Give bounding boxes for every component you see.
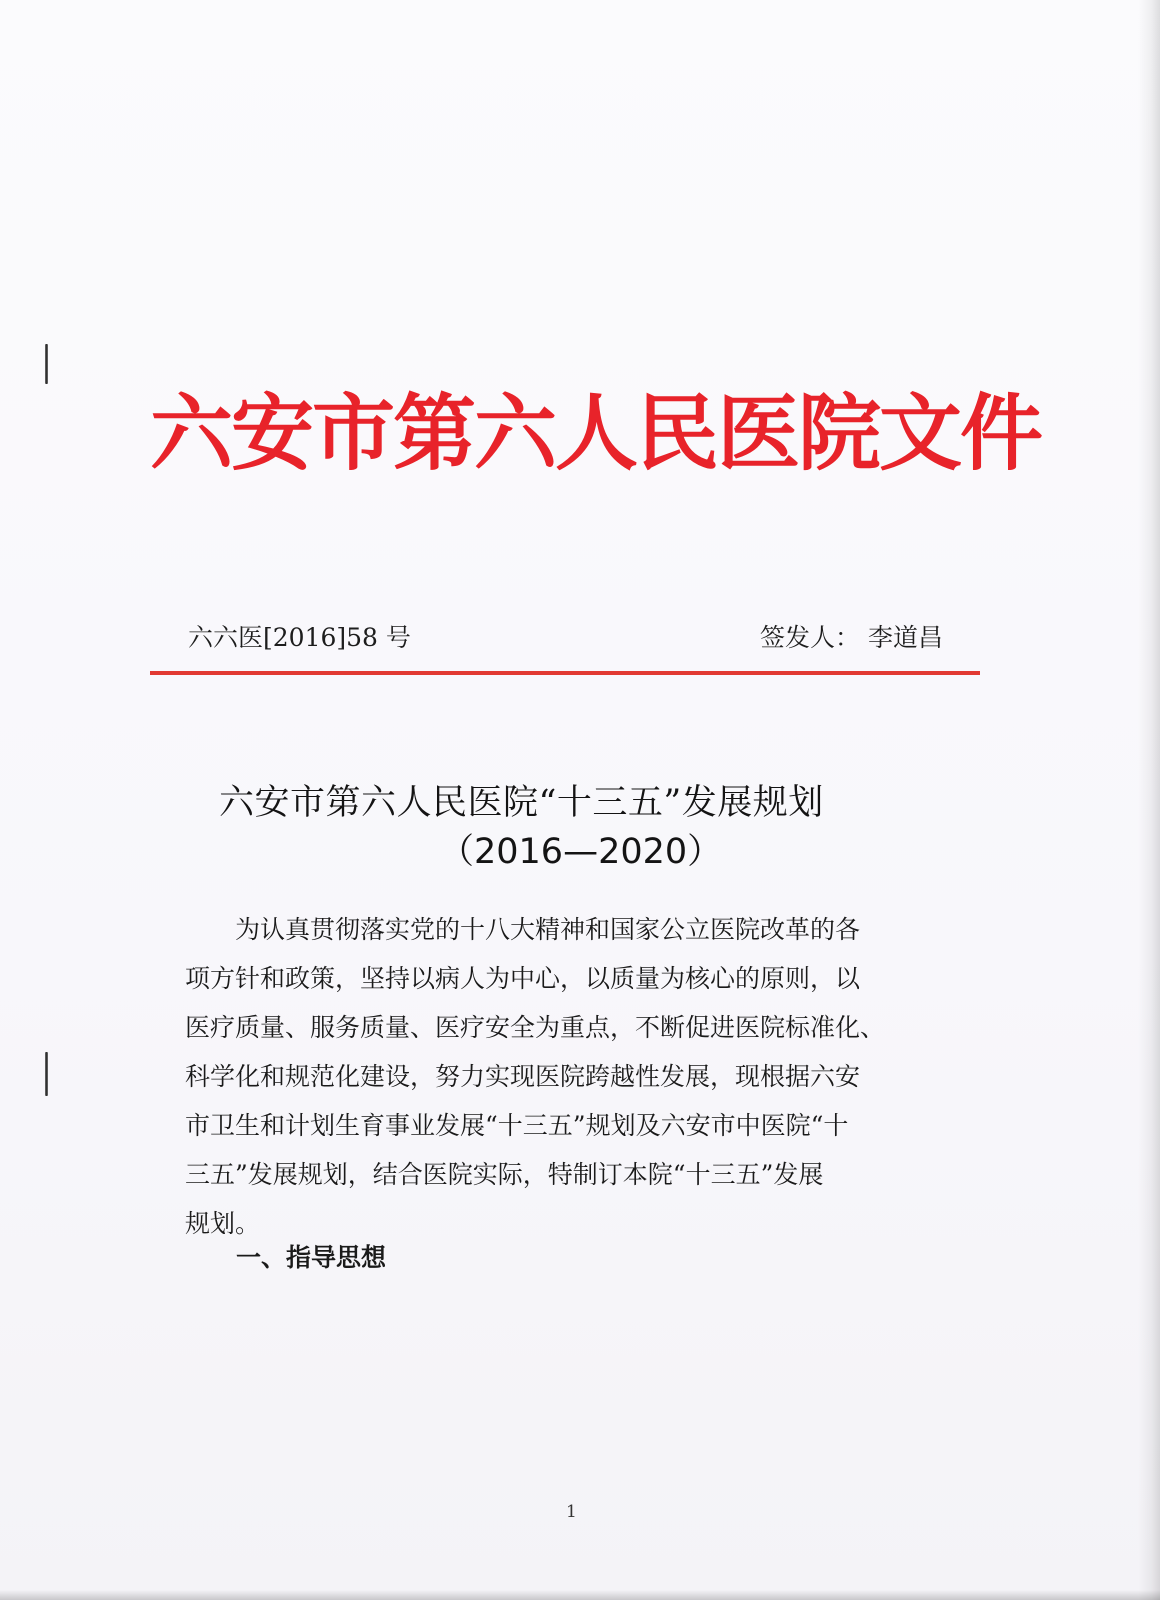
page-number: 1 bbox=[566, 1502, 577, 1522]
page-edge-shadow-right bbox=[1138, 0, 1160, 1600]
paragraph-line: 为认真贯彻落实党的十八大精神和国家公立医院改革的各 bbox=[185, 915, 861, 944]
signer-label: 签发人： bbox=[760, 623, 861, 652]
paragraph-line: 医疗质量、服务质量、医疗安全为重点，不断促进医院标准化、 bbox=[185, 1013, 886, 1042]
paragraph-line: 科学化和规范化建设，努力实现医院跨越性发展，现根据六安 bbox=[185, 1062, 861, 1091]
document-subtitle: （2016—2020） bbox=[439, 832, 723, 872]
signer bbox=[760, 618, 943, 654]
signer-name: 李道昌 bbox=[867, 623, 943, 652]
staple-bottom bbox=[45, 1052, 48, 1096]
page-edge-shadow-bottom bbox=[0, 1590, 1160, 1600]
document-number: 六六医[2016]58 号 bbox=[188, 623, 411, 652]
paragraph-line: 市卫生和计划生育事业发展“十三五”规划及六安市中医院“十 bbox=[185, 1111, 849, 1140]
document-title: 六安市第六人民医院“十三五”发展规划 bbox=[219, 783, 824, 823]
body-paragraph bbox=[185, 905, 987, 1248]
paragraph-line: 规划。 bbox=[185, 1209, 261, 1238]
paragraph-line: 三五”发展规划，结合医院实际，特制订本院“十三五”发展 bbox=[185, 1160, 824, 1189]
red-header-title: 六安市第六人民医院文件 bbox=[150, 384, 1041, 482]
red-divider-line bbox=[150, 671, 980, 675]
paragraph-line: 项方针和政策，坚持以病人为中心，以质量为核心的原则，以 bbox=[185, 964, 861, 993]
section-heading: 一、指导思想 bbox=[236, 1243, 387, 1272]
staple-top bbox=[45, 344, 48, 384]
